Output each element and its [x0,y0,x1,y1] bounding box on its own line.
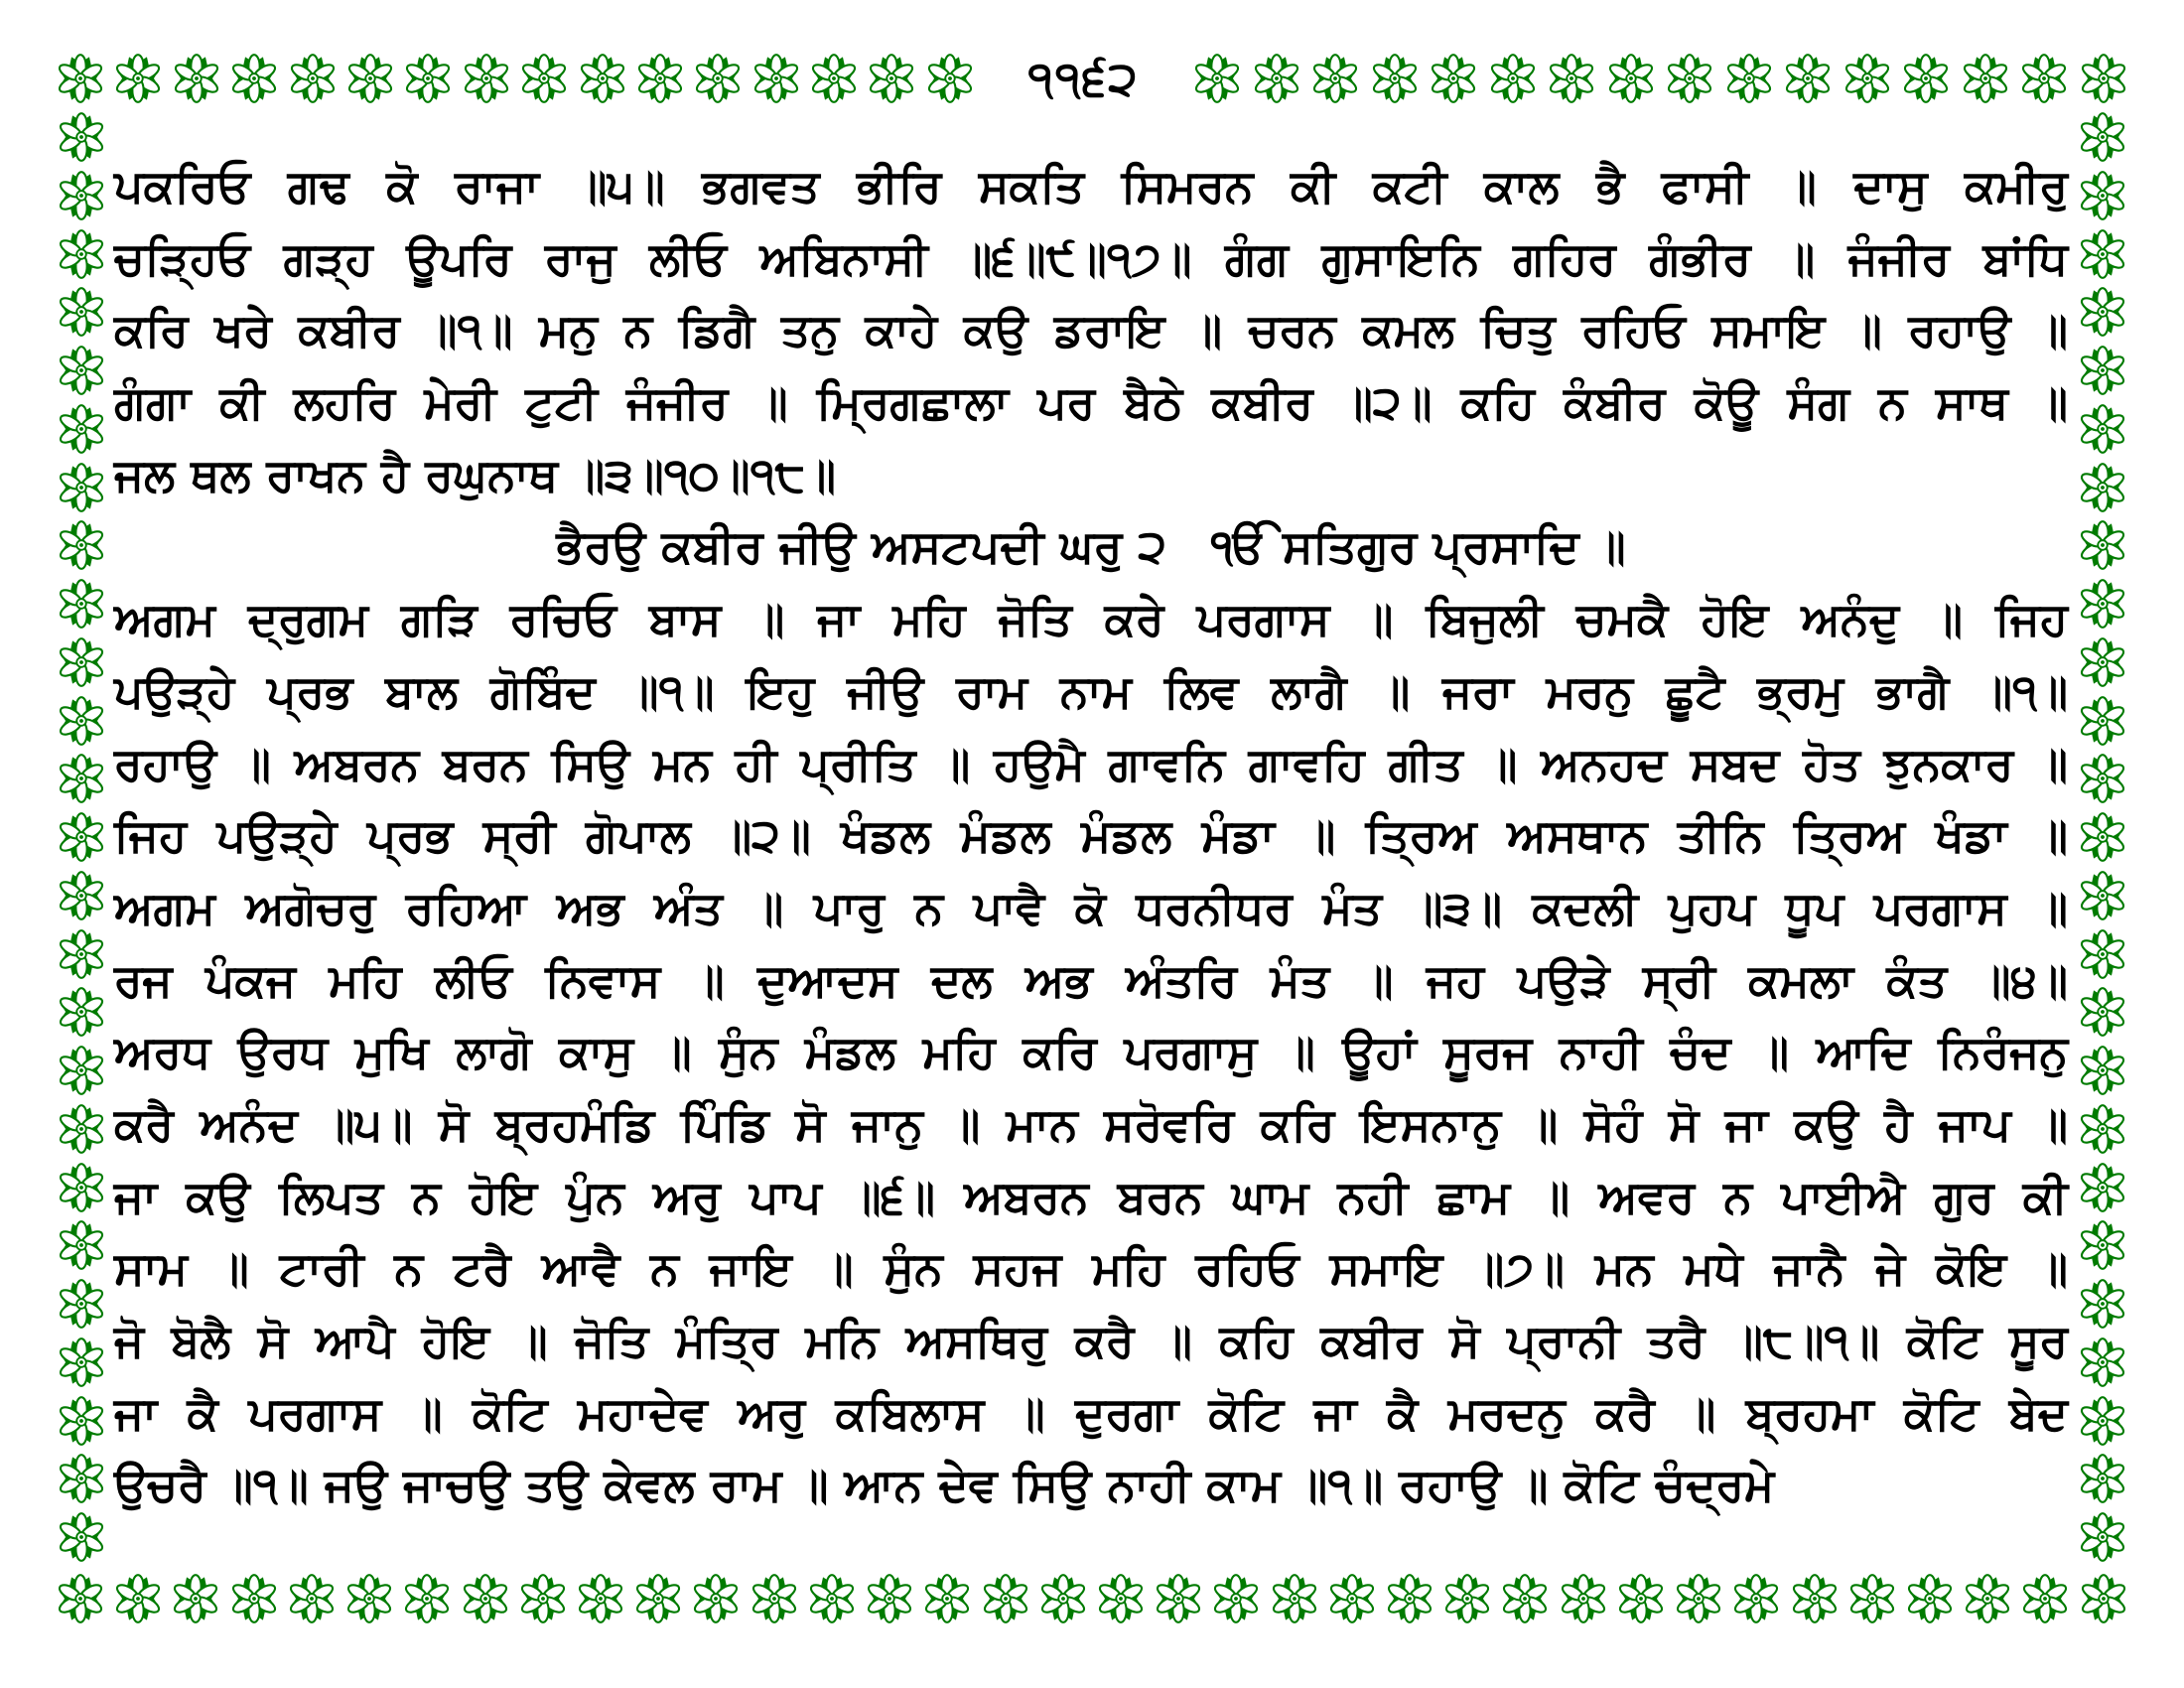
text-line: ਪਉੜ੍ਹੇ ਪ੍ਰਭ ਬਾਲ ਗੋਬਿੰਦ ॥੧॥ ਇਹੁ ਜੀਉ ਰਾਮ ਨਾਮ ਲਿਵ ਲਾਗੈ ॥ ਜਰਾ ਮਰਨੁ ਛੂਟੈ ਭ੍ਰਮੁ ਭਾਗੈ ॥੧॥ [114,663,2068,718]
flower-icon [56,170,107,221]
flower-icon [2077,1453,2128,1504]
flower-icon [56,345,107,396]
flower-icon [56,1162,107,1213]
flower-icon [1664,53,1715,104]
flower-icon [2077,695,2128,747]
flower-icon [575,1573,626,1624]
flower-icon [1153,1573,1204,1624]
flower-icon [517,1573,569,1624]
flower-icon [56,753,107,804]
flower-icon [56,1395,107,1447]
flower-icon [1673,1573,1724,1624]
flower-icon [577,53,628,104]
border-left [55,111,108,1563]
flower-icon [864,1573,915,1624]
flower-icon [2077,1278,2128,1330]
flower-icon [170,1573,221,1624]
flower-icon [402,53,454,104]
flower-icon [56,228,107,280]
text-line: ਰਜ ਪੰਕਜ ਮਹਿ ਲੀਓ ਨਿਵਾਸ ॥ ਦੁਆਦਸ ਦਲ ਅਭ ਅੰਤਰਿ ਮੰਤ ॥ ਜਹ ਪਉੜੇ ਸ੍ਰੀ ਕਮਲਾ ਕੰਤ ॥੪॥ [114,952,2068,1007]
text-line: ਰਹਾਉ ॥ ਅਬਰਨ ਬਰਨ ਸਿਉ ਮਨ ਹੀ ਪ੍ਰੀਤਿ ॥ ਹਉਮੈ ਗਾਵਨਿ ਗਾਵਹਿ ਗੀਤ ॥ ਅਨਹਦ ਸਬਦ ਹੋਤ ਝੁਨਕਾਰ ॥ [114,736,2068,790]
scripture-text-block [114,150,2068,1521]
text-line: ਅਰਧ ਉਰਧ ਮੁਖਿ ਲਾਗੋ ਕਾਸੁ ॥ ਸੁੰਨ ਮੰਡਲ ਮਹਿ ਕਰਿ ਪਰਗਾਸੁ ॥ ਊਹਾਂ ਸੂਰਜ ਨਾਹੀ ਚੰਦ ॥ ਆਦਿ ਨਿਰੰਜਨੁ [114,1025,2068,1079]
flower-icon [1789,1573,1841,1624]
text-line: ਸਾਮ ॥ ਟਾਰੀ ਨ ਟਰੈ ਆਵੈ ਨ ਜਾਇ ॥ ਸੁੰਨ ਸਹਜ ਮਹਿ ਰਹਿਓ ਸਮਾਇ ॥੭॥ ਮਨ ਮਧੇ ਜਾਨੈ ਜੇ ਕੋਇ ॥ [114,1241,2068,1296]
flower-icon [1846,1573,1898,1624]
flower-icon [56,578,107,630]
flower-icon [343,1573,395,1624]
text-line: ਜਾ ਕੈ ਪਰਗਾਸ ॥ ਕੋਟਿ ਮਹਾਦੇਵ ਅਰੁ ਕਬਿਲਾਸ ॥ ਦੁਰਗਾ ਕੋਟਿ ਜਾ ਕੈ ਮਰਦਨੁ ਕਰੈ ॥ ਬ੍ਰਹਮਾ ਕੋਟਿ ਬੇਦ [114,1385,2068,1440]
flower-icon [1095,1573,1147,1624]
flower-icon [344,53,396,104]
border-top-left [55,52,976,105]
flower-icon [1326,1573,1378,1624]
flower-icon [171,53,222,104]
flower-icon [2077,753,2128,804]
mool-mantar-invocation: ੴ ਸਤਿਗੁਰ ਪ੍ਰਸਾਦਿ ॥ [1210,519,1626,574]
flower-icon [56,462,107,513]
border-bottom [55,1572,2129,1625]
text-line: ਉਚਰੈ ॥੧॥ ਜਉ ਜਾਚਉ ਤਉ ਕੇਵਲ ਰਾਮ ॥ ਆਨ ਦੇਵ ਸਿਉ ਨਾਹੀ ਕਾਮ ॥੧॥ ਰਹਾਉ ॥ ਕੋਟਿ ਚੰਦ੍ਰਮੇ [114,1458,1775,1512]
flower-icon [1558,1573,1609,1624]
flower-icon [56,1045,107,1096]
flower-icon [56,403,107,455]
flower-icon [1428,53,1479,104]
flower-icon [692,53,744,104]
flower-icon [56,1103,107,1155]
flower-icon [2019,1573,2071,1624]
flower-icon [1605,53,1657,104]
flower-icon [56,1278,107,1330]
flower-icon [56,286,107,338]
flower-icon [2077,1219,2128,1271]
flower-icon [1210,1573,1262,1624]
text-line: ਜਿਹ ਪਉੜ੍ਹੇ ਪ੍ਰਭ ਸ੍ਰੀ ਗੋਪਾਲ ॥੨॥ ਖੰਡਲ ਮੰਡਲ ਮੰਡਲ ਮੰਡਾ ॥ ਤ੍ਰਿਅ ਅਸਥਾਨ ਤੀਨਿ ਤ੍ਰਿਅ ਖੰਡਾ ॥ [114,808,2068,863]
text-line: ਜਲ ਥਲ ਰਾਖਨ ਹੈ ਰਘੁਨਾਥ ॥੩॥੧੦॥੧੮॥ [114,447,837,501]
flower-icon [2077,111,2128,163]
flower-icon [690,1573,742,1624]
flower-icon [56,986,107,1038]
flower-icon [751,53,802,104]
border-right [2076,111,2129,1563]
flower-icon [1191,53,1243,104]
flower-icon [1441,1573,1493,1624]
flower-icon [56,1453,107,1504]
flower-icon [2078,1573,2129,1624]
flower-icon [55,1573,106,1624]
flower-icon [2077,636,2128,688]
text-line: ਜਾ ਕਉ ਲਿਪਤ ਨ ਹੋਇ ਪੁੰਨ ਅਰੁ ਪਾਪ ॥੬॥ ਅਬਰਨ ਬਰਨ ਘਾਮ ਨਹੀ ਛਾਮ ॥ ਅਵਰ ਨ ਪਾਈਐ ਗੁਰ ਕੀ [114,1169,2068,1223]
flower-icon [518,53,570,104]
flower-icon [2077,1045,2128,1096]
flower-icon [1369,53,1421,104]
flower-icon [55,53,106,104]
flower-icon [1546,53,1597,104]
flower-icon [56,1336,107,1388]
flower-icon [2077,1336,2128,1388]
flower-icon [2077,345,2128,396]
flower-icon [56,111,107,163]
flower-icon [980,1573,1031,1624]
flower-icon [286,1573,338,1624]
flower-icon [56,695,107,747]
flower-icon [2077,462,2128,513]
flower-icon [1782,53,1834,104]
flower-icon [1842,53,1893,104]
flower-icon [749,1573,800,1624]
flower-icon [228,53,280,104]
flower-icon [228,1573,280,1624]
text-line: ਚੜ੍ਹਿਓ ਗੜ੍ਹ ਊਪਰਿ ਰਾਜੁ ਲੀਓ ਅਬਿਨਾਸੀ ॥੬॥੯॥੧੭॥ ਗੰਗ ਗੁਸਾਇਨਿ ਗਹਿਰ ਗੰਭੀਰ ॥ ਜੰਜੀਰ ਬਾਂਧਿ [114,230,2068,285]
flower-icon [2077,578,2128,630]
page-number: ੧੧੬੨ [1027,52,1140,106]
flower-icon [2077,286,2128,338]
text-line: ਕਰੈ ਅਨੰਦ ॥੫॥ ਸੋ ਬ੍ਰਹਮੰਡਿ ਪਿੰਡਿ ਸੋ ਜਾਨੁ ॥ ਮਾਨ ਸਰੋਵਰਿ ਕਰਿ ਇਸਨਾਨੁ ॥ ਸੋਹੰ ਸੋ ਜਾ ਕਉ ਹੈ ਜਾਪ ॥ [114,1096,2068,1151]
flower-icon [56,928,107,980]
text-line: ਅਗਮ ਅਗੋਚਰੁ ਰਹਿਆ ਅਭ ਅੰਤ ॥ ਪਾਰੁ ਨ ਪਾਵੈ ਕੋ ਧਰਨੀਧਰ ਮੰਤ ॥੩॥ ਕਦਲੀ ਪੁਹਪ ਧੂਪ ਪਰਗਾਸ ॥ [114,880,2068,934]
flower-icon [1962,1573,2013,1624]
flower-icon [1309,53,1361,104]
border-top-right [1191,52,2129,105]
flower-icon [2077,870,2128,921]
flower-icon [924,53,976,104]
flower-icon [921,1573,973,1624]
flower-icon [2077,228,2128,280]
flower-icon [632,1573,684,1624]
flower-icon [401,1573,453,1624]
flower-icon [1730,1573,1782,1624]
flower-icon [1251,53,1302,104]
shabad-heading-line [114,510,2068,583]
flower-icon [2077,1395,2128,1447]
flower-icon [808,53,860,104]
flower-icon [1615,1573,1667,1624]
flower-icon [1960,53,2011,104]
flower-icon [2018,53,2070,104]
flower-icon [2077,403,2128,455]
flower-icon [56,1219,107,1271]
flower-icon [1499,1573,1551,1624]
shabad-title: ਭੈਰਉ ਕਬੀਰ ਜੀਉ ਅਸਟਪਦੀ ਘਰੁ ੨ [556,519,1166,574]
flower-icon [287,53,339,104]
flower-icon [2077,1103,2128,1155]
flower-icon [2077,519,2128,571]
flower-icon [56,636,107,688]
flower-icon [1900,53,1952,104]
text-line: ਕਰਿ ਖਰੇ ਕਬੀਰ ॥੧॥ ਮਨੁ ਨ ਡਿਗੈ ਤਨੁ ਕਾਹੇ ਕਉ ਡਰਾਇ ॥ ਚਰਨ ਕਮਲ ਚਿਤੁ ਰਹਿਓ ਸਮਾਇ ॥ ਰਹਾਉ ॥ [114,303,2068,357]
flower-icon [112,53,164,104]
flower-icon [56,811,107,863]
flower-icon [2078,53,2129,104]
flower-icon [806,1573,858,1624]
flower-icon [56,870,107,921]
flower-icon [56,519,107,571]
flower-icon [56,1511,107,1563]
flower-icon [461,53,512,104]
flower-icon [2077,1162,2128,1213]
text-line: ਪਕਰਿਓ ਗਢ ਕੋ ਰਾਜਾ ॥੫॥ ਭਗਵਤ ਭੀਰਿ ਸਕਤਿ ਸਿਮਰਨ ਕੀ ਕਟੀ ਕਾਲ ਭੈ ਫਾਸੀ ॥ ਦਾਸੁ ਕਮੀਰੁ [114,159,2068,212]
flower-icon [2077,1511,2128,1563]
flower-icon [866,53,917,104]
flower-icon [1384,1573,1435,1624]
flower-icon [634,53,686,104]
flower-icon [2077,811,2128,863]
flower-icon [1037,1573,1089,1624]
flower-icon [112,1573,164,1624]
text-line: ਗੰਗਾ ਕੀ ਲਹਰਿ ਮੇਰੀ ਟੁਟੀ ਜੰਜੀਰ ॥ ਮ੍ਰਿਗਛਾਲਾ ਪਰ ਬੈਠੇ ਕਬੀਰ ॥੨॥ ਕਹਿ ਕੰਬੀਰ ਕੋਊ ਸੰਗ ਨ ਸਾਥ ॥ [114,375,2068,430]
flower-icon [1269,1573,1320,1624]
text-line: ਜੋ ਬੋਲੈ ਸੋ ਆਪੈ ਹੋਇ ॥ ਜੋਤਿ ਮੰਤ੍ਰਿ ਮਨਿ ਅਸਥਿਰੁ ਕਰੈ ॥ ਕਹਿ ਕਬੀਰ ਸੋ ਪ੍ਰਾਨੀ ਤਰੈ ॥੮॥੧॥ ਕੋਟਿ ਸੂਰ [114,1314,2068,1367]
flower-icon [1904,1573,1956,1624]
flower-icon [2077,170,2128,221]
flower-icon [2077,928,2128,980]
flower-icon [460,1573,511,1624]
flower-icon [2077,986,2128,1038]
text-line: ਅਗਮ ਦ੍ਰੁਗਮ ਗੜਿ ਰਚਿਓ ਬਾਸ ॥ ਜਾ ਮਹਿ ਜੋਤਿ ਕਰੇ ਪਰਗਾਸ ॥ ਬਿਜੁਲੀ ਚਮਕੈ ਹੋਇ ਅਨੰਦੁ ॥ ਜਿਹ [114,592,2068,646]
flower-icon [1723,53,1775,104]
flower-icon [1487,53,1539,104]
